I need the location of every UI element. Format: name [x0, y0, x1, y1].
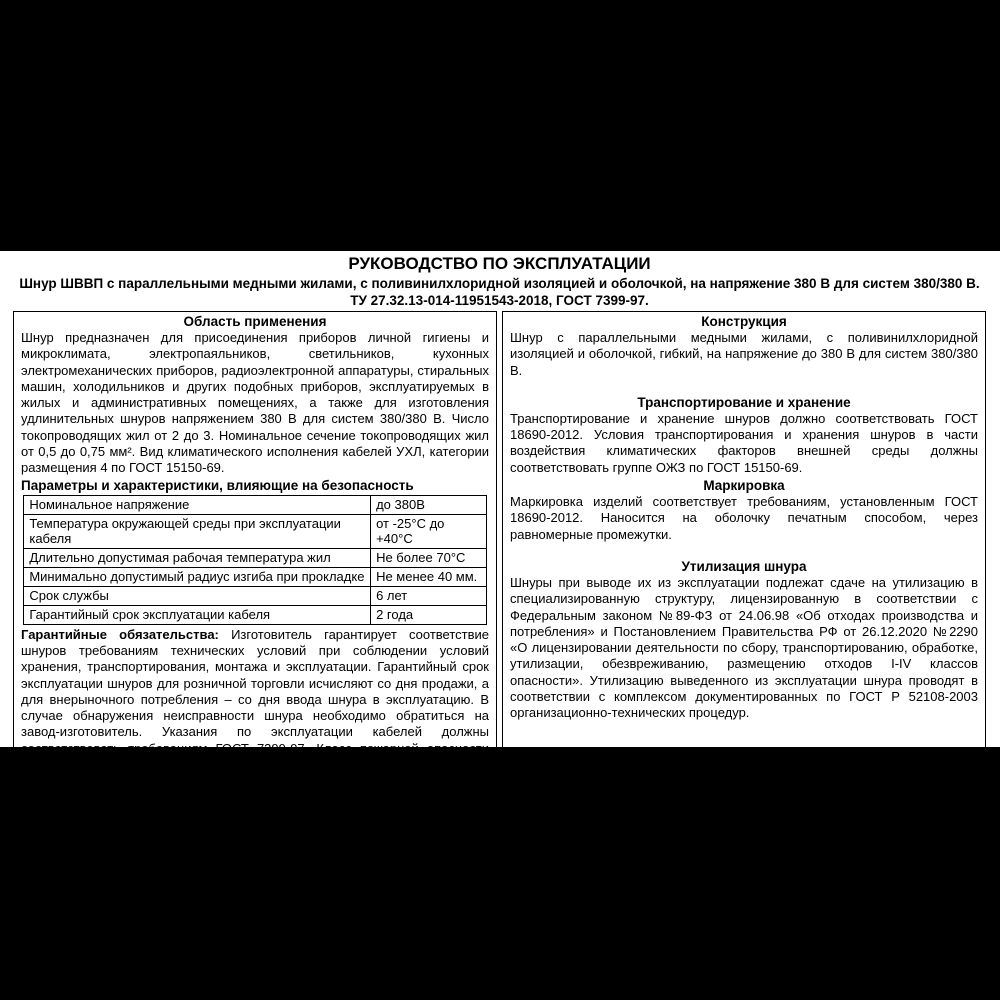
email-link-2[interactable]: alfacable@mail.ru	[373, 831, 483, 847]
email-separator: ;	[366, 831, 374, 847]
param-label-cell: Температура окружающей среды при эксплуатации кабеля	[24, 514, 371, 548]
application-body: Шнур предназначен для присоединения приборов личной гигиены и микроклимата, электропаяльников, светильников, кухонных электромеханических приборов, радиоэлектронной аппаратуры, стиральных машин, холодильников и других подобных приборов, эксплуатируемых в жилых и административных помещениях, а также для изготовления удлинительных шнуров напряжением 380 В для систем 380/380 В. Число токопроводящих жил от 2 до 3. Номинальное сечение токопроводящих жил от 0,5 до 0,75 мм². Вид климатического исполнения кабелей УХЛ, категории размещения 4 по ГОСТ 15150-69.	[21, 330, 489, 476]
disposal-body: Шнуры при выводе их из эксплуатации подлежат сдаче на утилизацию в специализированную структуру, лицензированную в соответствии с Федеральным законом №89-ФЗ от 24.06.98 «Об отходах производства и потребления» и Постановлением Правительства РФ от 26.12.2020 №2290 «О лицензировании деятельности по сбору, транспортированию, обработке, утилизации, обезвреживанию, размещению отходов I-IV классов опасности». Утилизацию выведенного из эксплуатации шнура проводят в соответствии с комплексом документированных по ГОСТ Р 52108-2003 организационно-технических процедур.	[510, 574, 978, 721]
marking-body: Маркировка изделий соответствует требованиям, установленным ГОСТ 18690-2012. Наносится на оболочку печатным способом, через равномерные промежутки.	[510, 494, 978, 542]
application-heading: Область применения	[183, 314, 327, 329]
contacts-line	[13, 832, 986, 849]
page-title: РУКОВОДСТВО ПО ЭКСПЛУАТАЦИИ	[348, 254, 651, 273]
table-row	[24, 567, 486, 586]
right-column-box	[502, 311, 986, 777]
email-link-1[interactable]: sale@nordkabel.ru	[252, 831, 367, 847]
producer-address	[13, 781, 986, 831]
parameters-table	[23, 495, 486, 625]
param-label-cell: Номинальное напряжение	[24, 495, 371, 514]
producer-rest: : 198097, г. Санкт- Петербург, ул. Баррикадная, д.36, литера А, пом. 6Н, офис 5А; по техническим требованиям "Севкабель", в соответствии с ГОСТ. Изготовитель: ООО «Альфакабель», 302209, Орловская область, Орловский район, Платоновское с/п, ул. Раздольная д.105, литер Б4, помещение 15.	[13, 781, 986, 830]
param-value-cell: Не более 70°С	[371, 548, 487, 567]
param-value-cell: до 380В	[371, 495, 487, 514]
construction-body: Шнур с параллельными медными жилами, с поливинилхлоридной изоляцией и оболочкой, гибкий, на напряжение до 380 В для систем 380/380 В.	[510, 330, 978, 378]
producer-lead: Произведено для АО "Севкабель"	[13, 781, 252, 797]
table-row	[24, 495, 486, 514]
transport-body: Транспортирование и хранение шнуров должно соответствовать ГОСТ 18690-2012. Условия транспортирования и хранения шнуров в части воздействия климатических факторов внешней среды должны соответствовать группе ОЖЗ по ГОСТ 15150-69.	[510, 410, 978, 475]
param-label-cell: Длительно допустимая рабочая температура жил	[24, 548, 371, 567]
phone-label: Тел/факс:	[13, 831, 83, 847]
warranty-body: Изготовитель гарантирует соответствие шнуров требованиям технических условий при соблюдении условий хранения, транспортирования, монтажа и эксплуатации. Гарантийный срок эксплуатации шнуров для розничной торговли исчисляют со дня продажи, а для внерыночного потребления – со дня ввода шнура в эксплуатацию. В случае обнаружения неисправности шнура необходимо обратиться на завод-изготовитель. Указания по эксплуатации кабелей должны соответствовать требованиям ГОСТ 7399-97. Класс пожарной опасности шнура по ГОСТ 31565-2012 О1.8.2.5.4.	[21, 626, 490, 773]
param-value-cell: Не менее 40 мм.	[371, 567, 487, 586]
table-row	[24, 514, 486, 548]
product-description: Шнур ШВВП с параллельными медными жилами, с поливинилхлоридной изоляцией и оболочкой, на напряжение 380 В для систем 380/380 В.	[19, 276, 980, 291]
email-label: e-mail:	[205, 831, 253, 847]
left-column-box	[13, 311, 497, 777]
two-column-area	[13, 311, 986, 777]
table-row	[24, 548, 486, 567]
made-in-line: Произведено в Российской Федерации. Дата производства указана на упаковке.	[13, 857, 520, 873]
param-value-cell: 6 лет	[371, 586, 487, 605]
table-row	[24, 605, 486, 624]
warranty-lead: Гарантийные обязательства:	[21, 626, 232, 642]
param-label-cell: Минимально допустимый радиус изгиба при прокладке	[24, 567, 371, 586]
transport-heading: Транспортирование и хранение	[637, 394, 851, 410]
standards-line: ТУ 27.32.13-014-11951543-2018, ГОСТ 7399-97.	[350, 293, 649, 308]
phone-number: +7 (486) 239-06-62;	[82, 831, 206, 847]
table-row	[24, 586, 486, 605]
footer	[13, 781, 986, 874]
construction-heading: Конструкция	[701, 314, 787, 329]
document-sheet	[0, 251, 1000, 873]
param-label-cell: Гарантийный срок эксплуатации кабеля	[24, 605, 371, 624]
param-value-cell: 2 года	[371, 605, 487, 624]
warranty-paragraph	[21, 627, 489, 774]
disposal-heading: Утилизация шнура	[681, 558, 807, 574]
param-label-cell: Срок службы	[24, 586, 371, 605]
param-value-cell: от -25°С до +40°С	[371, 514, 487, 548]
parameters-heading: Параметры и характеристики, влияющие на безопасность	[21, 477, 414, 493]
marking-heading: Маркировка	[703, 478, 785, 494]
